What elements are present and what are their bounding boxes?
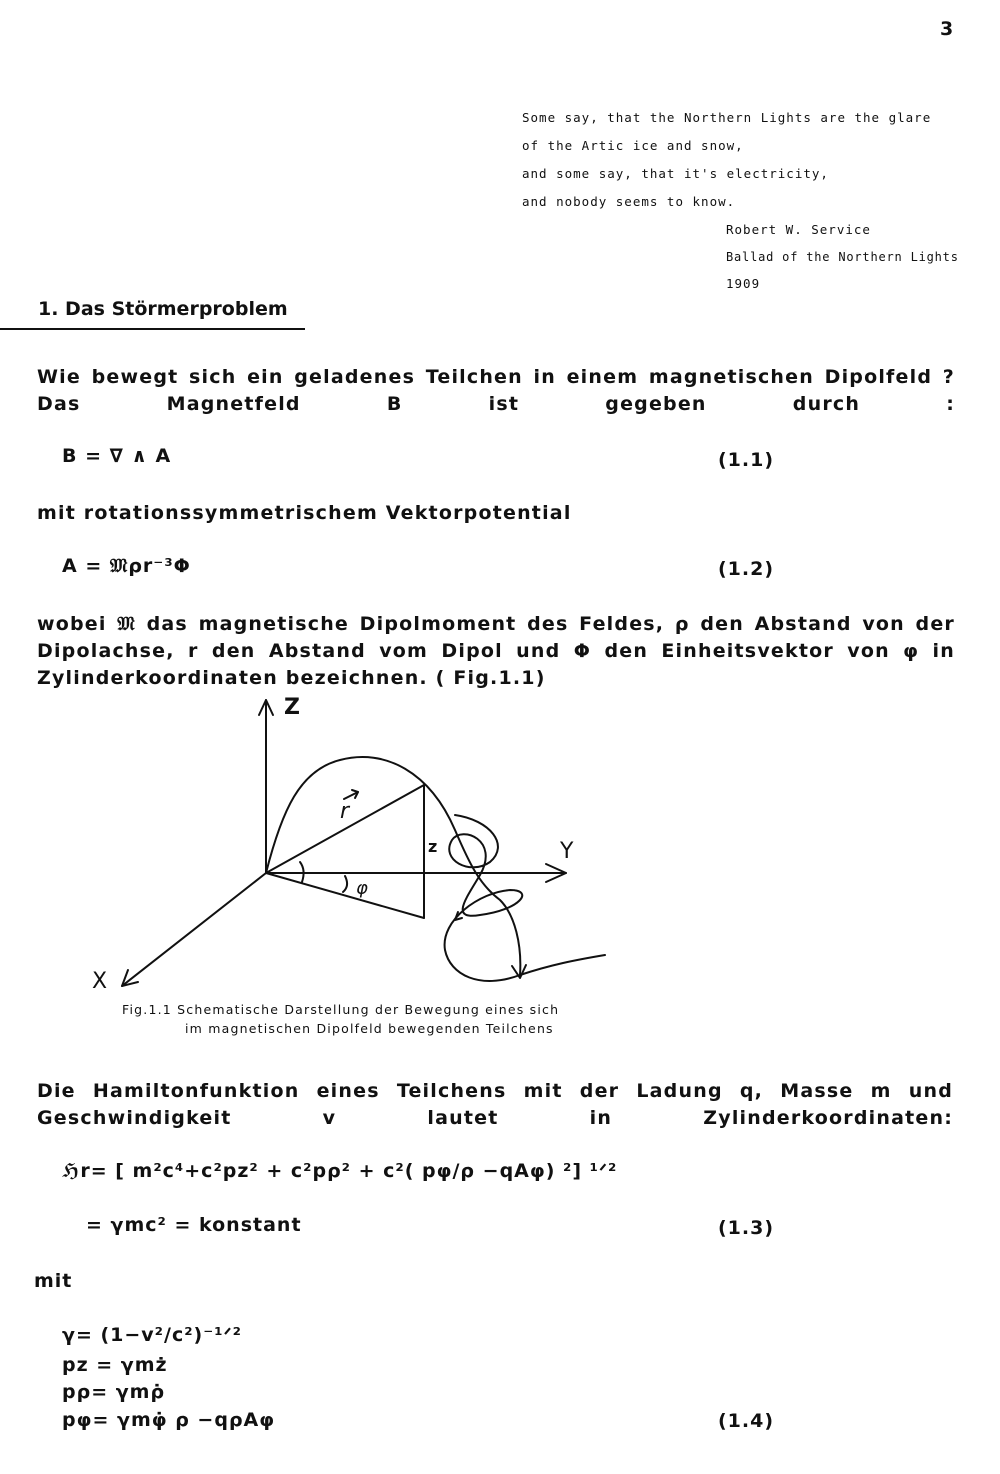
paragraph-mit: mit [34, 1270, 73, 1292]
epigraph-author: Robert W. Service [726, 222, 871, 237]
label-y-axis: Y [560, 839, 574, 864]
page-number: 3 [940, 18, 954, 40]
paragraph-definitions: wobei 𝔐 das magnetische Dipolmoment des Feldes, ρ den Abstand von der Dipolachse, r den Abstand vom Dipol und Φ den Einheitsvektor von φ in Zylinderkoordinaten bezeichnen. ( Fig.1.1) [37, 613, 955, 689]
epigraph-year: 1909 [726, 276, 761, 291]
figure-dipole-motion [0, 690, 1000, 1050]
equation-number-1-2: (1.2) [718, 558, 775, 580]
epigraph-line-3: and some say, that it's electricity, [522, 166, 829, 181]
epigraph-line-4: and nobody seems to know. [522, 194, 736, 209]
equation-1-1 [62, 445, 171, 467]
paragraph-vector-potential: mit rotationssymmetrischem Vektorpotential [37, 502, 572, 524]
equation-1-2: A = 𝔐ρr⁻³Φ [62, 555, 191, 577]
x-axis [122, 873, 266, 986]
rho-projection-line [266, 873, 424, 918]
label-x-axis: X [92, 969, 108, 994]
particle-spiral-trajectory [445, 815, 605, 981]
section-title: 1. Das Störmerproblem [38, 298, 288, 320]
equation-number-1-3: (1.3) [718, 1217, 775, 1239]
equation-pz: pz = γmż [62, 1354, 168, 1376]
eq1-lhs: B [62, 445, 78, 467]
label-r: r [340, 799, 350, 824]
equation-pphi: pφ= γmφ̇ ρ −qρAφ [62, 1409, 276, 1431]
equation-prho: pρ= γmρ̇ [62, 1381, 166, 1403]
epigraph-work: Ballad of the Northern Lights [726, 250, 959, 264]
equation-gamma: γ= (1−v²/c²)⁻¹ᐟ² [62, 1324, 242, 1346]
angle-arc-phi [343, 876, 347, 892]
section-rule [0, 328, 305, 330]
figure-caption-line-2: im magnetischen Dipolfeld bewegenden Teilchens [185, 1021, 554, 1036]
label-z-axis: Z [284, 695, 300, 720]
label-phi: φ [356, 878, 368, 899]
paragraph-intro: Wie bewegt sich ein geladenes Teilchen in einem magnetischen Dipolfeld ? Das Magnetfeld B ist gegeben durch : [37, 366, 955, 415]
paragraph-hamiltonian-intro: Die Hamiltonfunktion eines Teilchens mit der Ladung q, Masse m und Geschwindigkeit v lautet in Zylinderkoordinaten: [37, 1080, 953, 1129]
equation-number-1-4: (1.4) [718, 1410, 775, 1432]
equation-number-1-1: (1.1) [718, 449, 775, 471]
epigraph-line-2: of the Artic ice and snow, [522, 138, 744, 153]
epigraph-line-1: Some say, that the Northern Lights are the glare [522, 110, 932, 125]
equation-1-3-line-1: ℌr= [ m²c⁴+c²pz² + c²pρ² + c²( pφ/ρ −qAφ) ²] ¹ᐟ² [62, 1160, 618, 1182]
label-z: z [428, 837, 438, 856]
figure-caption-line-1: Fig.1.1 Schematische Darstellung der Bewegung eines sich [122, 1002, 560, 1017]
eq1-rhs: = ∇ ∧ A [85, 445, 172, 467]
equation-1-3-line-2: = γmc² = konstant [86, 1214, 302, 1236]
